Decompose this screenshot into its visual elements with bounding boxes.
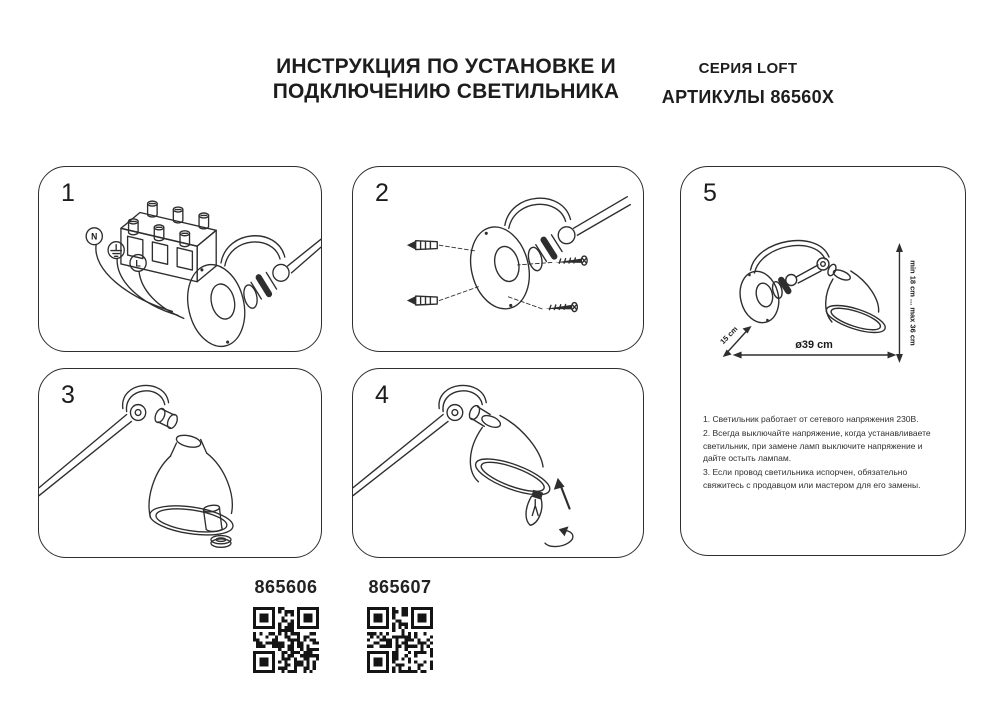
height-dimension xyxy=(896,243,917,363)
articles-heading: АРТИКУЛЫ 86560X xyxy=(661,87,835,107)
wall-lamp-drawing xyxy=(735,241,888,339)
safety-note-3: 3. Если провод светильника испорчен, обязательно свяжитесь с продавцом или мастером для его замены. xyxy=(703,467,921,490)
rotate-arrow xyxy=(545,526,573,546)
terminal-label-n: N xyxy=(91,231,98,242)
mounting-diagram xyxy=(353,167,643,351)
light-bulb xyxy=(526,490,543,526)
page-title xyxy=(252,54,640,104)
diameter-dimension xyxy=(733,339,897,359)
step-number-5: 5 xyxy=(703,179,717,207)
projection-dimension xyxy=(718,324,751,357)
step-panel-2 xyxy=(352,166,644,352)
safety-note-2: 2. Всегда выключайте напряжение, когда устанавливаете светильник, при замене ламп выключите напряжение и дайте остыть лампам. xyxy=(703,427,931,464)
series-label: СЕРИЯ LOFT xyxy=(698,60,798,77)
attached-shade xyxy=(467,404,553,502)
wiring-diagram xyxy=(39,167,321,351)
article-number: 865607 xyxy=(368,577,432,597)
earth-ground-symbol xyxy=(111,245,121,257)
projection-label: 15 cm xyxy=(718,324,740,347)
wall-anchors xyxy=(407,241,479,305)
terminal-label-l: L xyxy=(135,258,141,269)
step-number-4: 4 xyxy=(375,381,389,409)
lamp-arm-and-hinge xyxy=(353,385,486,495)
article-block-865606 xyxy=(238,577,334,678)
shade-assembly-diagram xyxy=(39,369,321,557)
step-panel-3 xyxy=(38,368,322,558)
diameter-label: ø39 cm xyxy=(795,338,833,352)
article-number: 865606 xyxy=(254,577,318,597)
qr-code-865607 xyxy=(367,607,433,673)
qr-code-865606 xyxy=(253,607,319,673)
step-panel-1 xyxy=(38,166,322,352)
step-number-2: 2 xyxy=(375,179,389,207)
bulb-installation-diagram xyxy=(353,369,643,557)
supply-wires xyxy=(86,228,184,319)
dimensions-diagram xyxy=(681,167,965,402)
header-right xyxy=(620,60,876,108)
insert-direction-arrow xyxy=(554,478,570,509)
height-range-label: min 18 cm ... max 36 cm xyxy=(908,260,918,346)
step-number-1: 1 xyxy=(61,179,75,207)
step-panel-4 xyxy=(352,368,644,558)
wall-plate-and-arm xyxy=(462,197,630,315)
step-number-3: 3 xyxy=(61,381,75,409)
step-panel-5 xyxy=(680,166,966,556)
safety-notes xyxy=(703,413,945,493)
wall-plate-and-arm xyxy=(180,236,321,351)
article-block-865607 xyxy=(352,577,448,678)
safety-note-1: 1. Светильник работает от сетевого напряжения 230В. xyxy=(703,414,919,424)
page-title-line-2: ПОДКЛЮЧЕНИЮ СВЕТИЛЬНИКА xyxy=(272,80,620,103)
page-title-line-1: ИНСТРУКЦИЯ ПО УСТАНОВКЕ И xyxy=(276,55,616,78)
